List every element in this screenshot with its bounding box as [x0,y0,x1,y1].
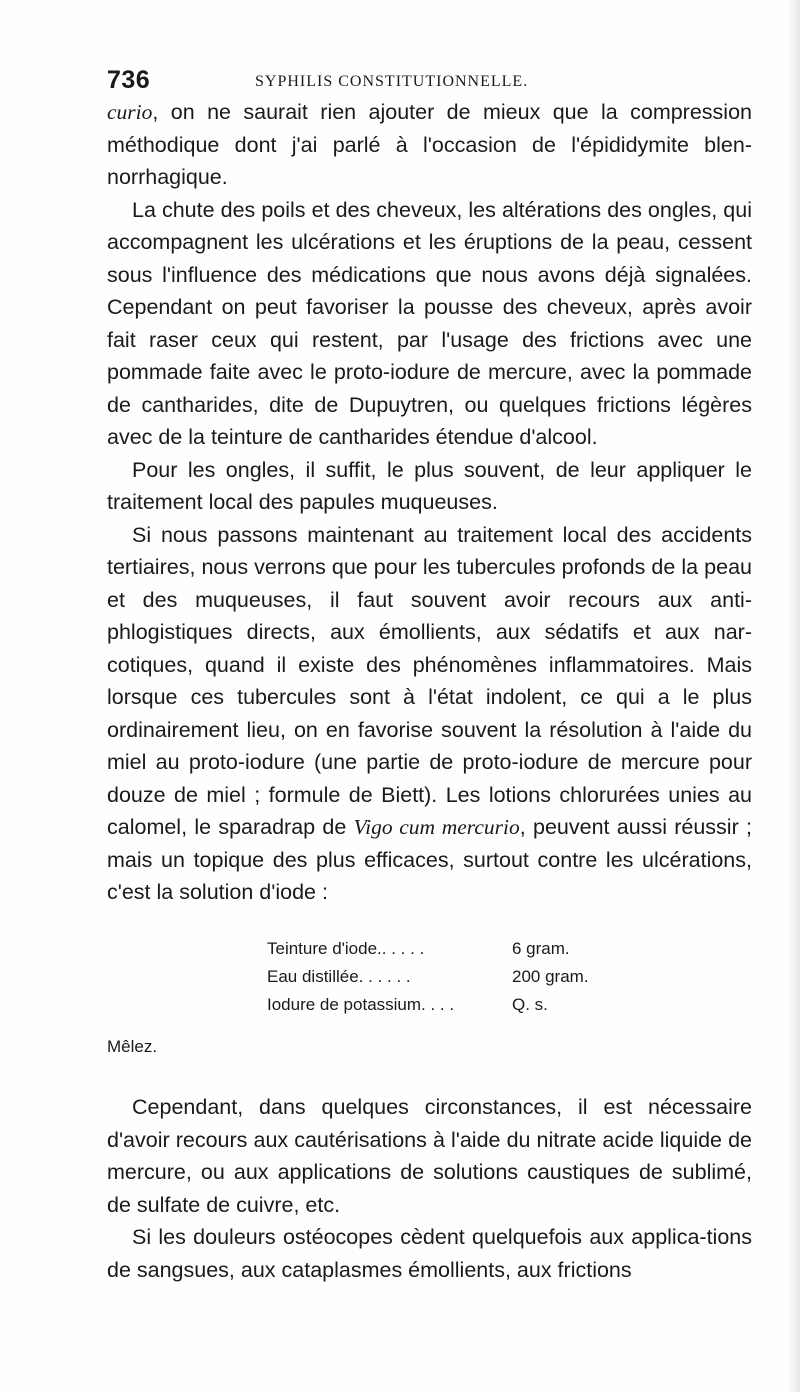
paragraph-1 [107,96,752,194]
recipe-ingredient: Iodure de potassium. . . . [267,994,455,1014]
paragraph-6: Si les douleurs ostéocopes cèdent quelquefois aux applica-tions de sangsues, aux cataplasmes émollients, aux frictions [107,1225,752,1282]
paragraph-text: , on ne saurait rien ajouter de mieux que la compression méthodique dont j'ai parlé à l'occasion de l'épididymite blen-norrhagique. [107,100,752,189]
body-text [107,96,752,1286]
paragraph-5: Cependant, dans quelques circonstances, il est nécessaire d'avoir recours aux cautérisations à l'aide du nitrate acide liquide de mercure, ou aux applications de solutions caustiques de sublimé, de sulfate de cuivre, etc. [107,1095,752,1217]
italic-word: curio [107,100,153,124]
recipe-quantity: 6 gram. [512,938,570,958]
recipe-ingredient: Eau distillée. . . . . . [267,966,411,986]
recipe-row [267,935,607,963]
running-title: SYPHILIS CONSTITUTIONNELLE. [255,73,529,90]
recipe-instruction: Mêlez. [107,1036,158,1056]
recipe-row [267,963,607,991]
page-header [107,66,747,100]
recipe-row [267,991,607,1019]
recipe-ingredient: Teinture d'iode.. . . . . [267,938,425,958]
paragraph-text: Si nous passons maintenant au traitement local des accidents tertiaires, nous verrons que pour les tubercules profonds de la peau et des muqueuses, il faut souvent avoir recours aux anti-phlogistiques directs, aux émollients, aux sédatifs et aux nar-cotiques, quand il existe des phénomènes inflammatoires. Mais lorsque ces tubercules sont à l'état indolent, ce qui a le plus ordinairement lieu, on en favorise souvent la résolution à l'aide du miel au proto-iodure (une partie de proto-iodure de mercure pour douze de miel ; formule de Biett). Les lotions chlorurées unies au calomel, le sparadrap de [107,522,752,839]
paragraph-2: La chute des poils et des cheveux, les altérations des ongles, qui accompagnent les ulcérations et les éruptions de la peau, cessent sous l'influence des médications que nous avons déjà signalées. Cependant on peut favoriser la pousse des cheveux, après avoir fait raser ceux qui restent, par l'usage des frictions avec une pommade faite avec le proto-iodure de mercure, avec la pommade de cantharides, dite de Dupuytren, ou quelques frictions légères avec de la teinture de cantharides étendue d'alcool. [107,197,752,449]
paragraph-3: Pour les ongles, il suffit, le plus souvent, de leur appliquer le traitement local des papules muqueuses. [107,457,752,514]
recipe-quantity: Q. s. [512,994,548,1014]
recipe-quantity: 200 gram. [512,966,589,986]
italic-phrase: Vigo cum mercurio [353,815,520,839]
recipe-formula [267,935,607,1019]
paragraph-4 [107,519,752,909]
paragraph-text: , peuvent aussi réussir ; mais un topique des plus efficaces, surtout contre les ulcérations, c'est la solution d'iode : [107,815,752,904]
page-edge-shadow [788,0,800,1392]
page-number: 736 [107,66,151,94]
